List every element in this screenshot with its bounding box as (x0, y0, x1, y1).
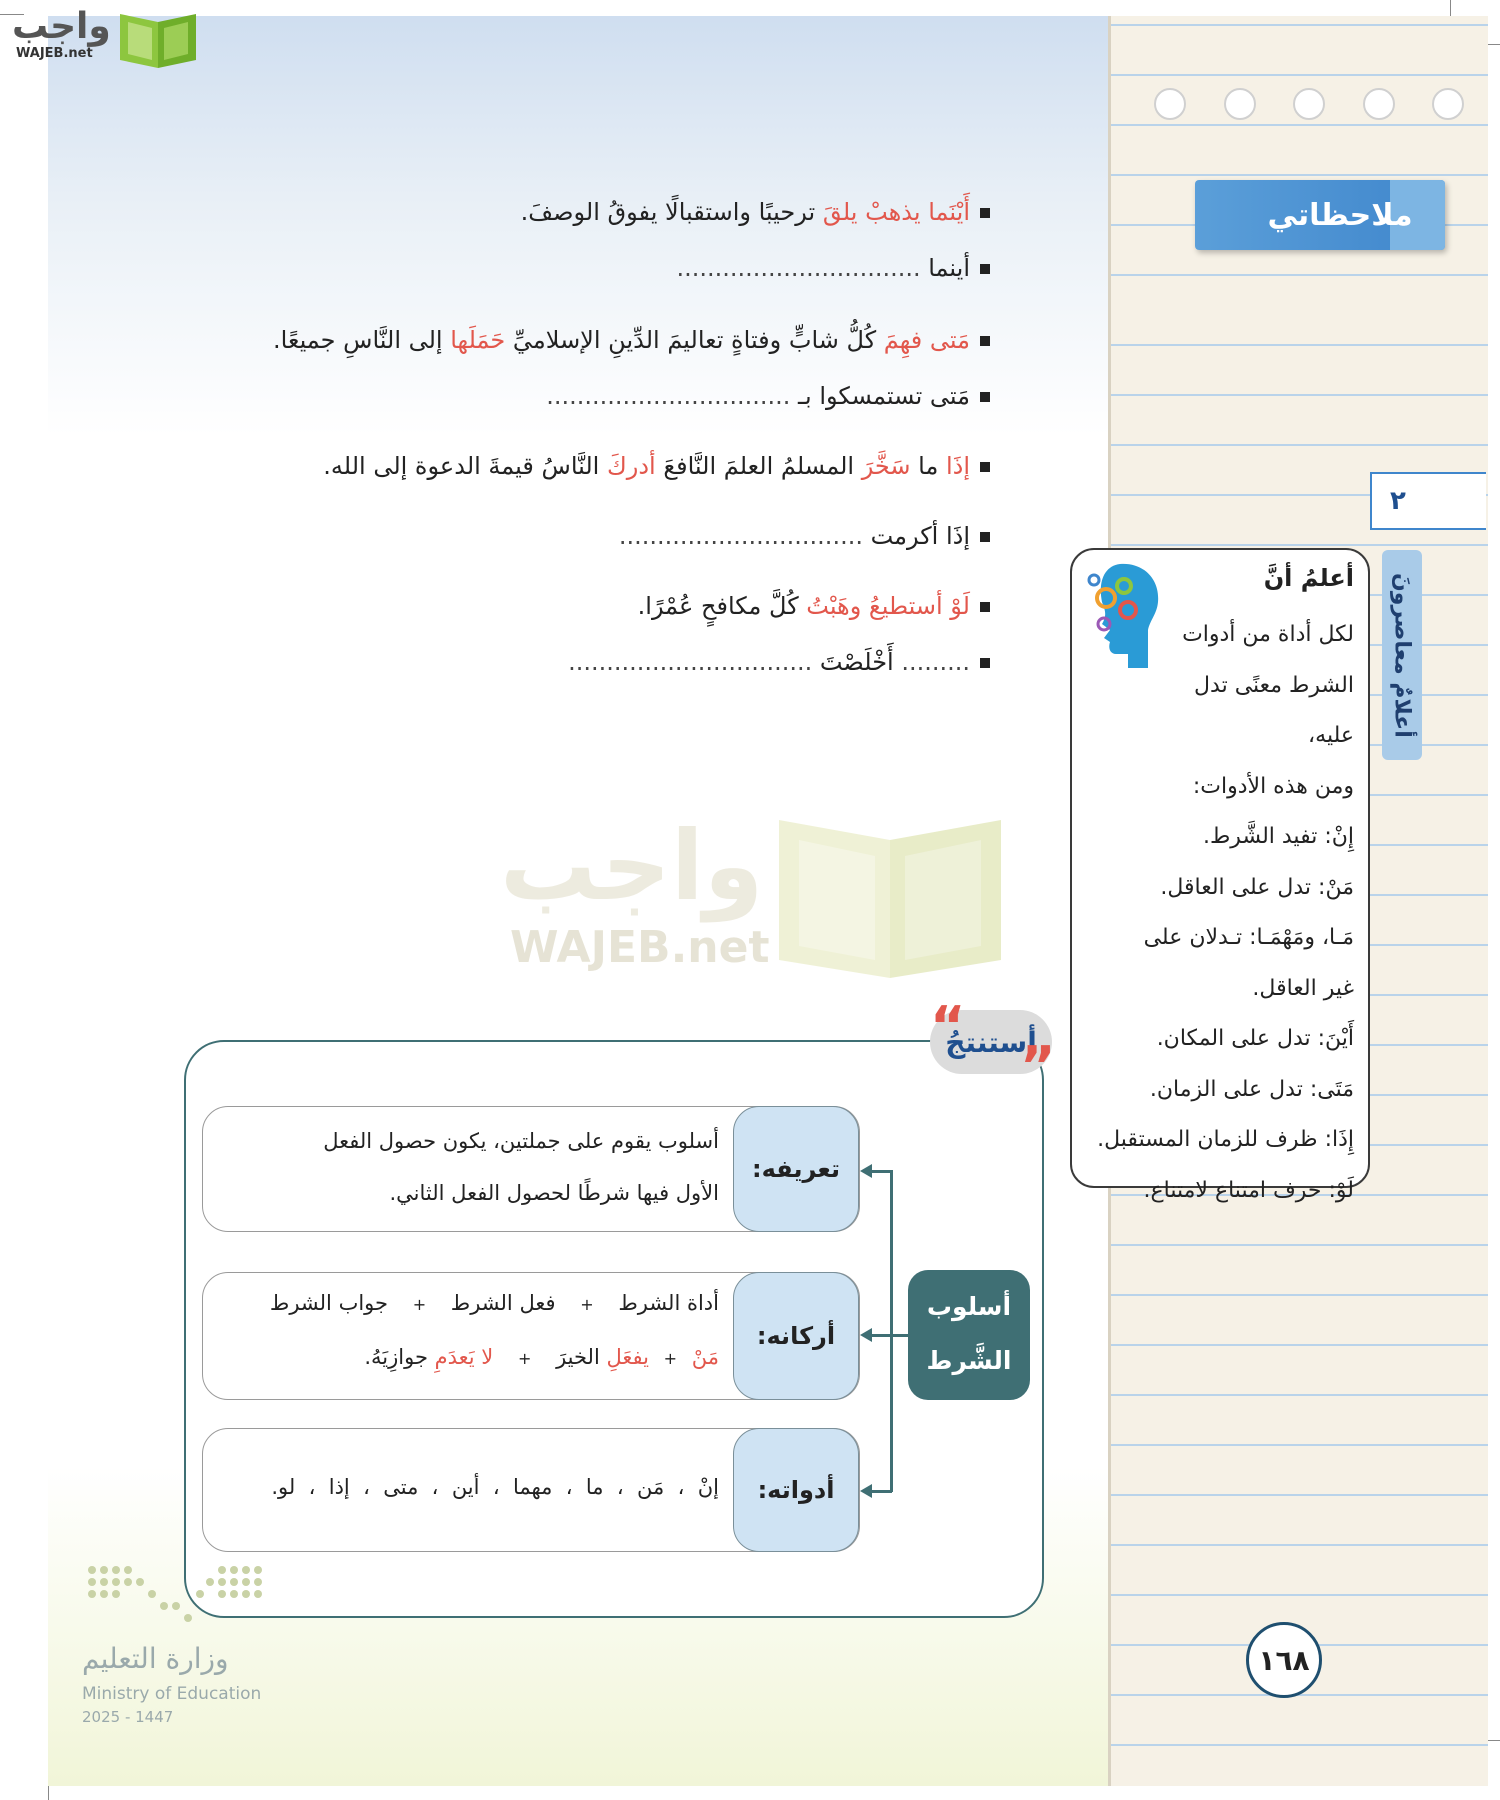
info-line: الشرط معنًى تدل عليه، (1194, 672, 1354, 748)
ministry-name-ar: وزارة التعليم (82, 1642, 229, 1675)
exercise-text: أَخْلَصْتَ (812, 648, 894, 676)
binder-hole (1154, 88, 1186, 120)
watermark-site: WAJEB.net (510, 922, 770, 973)
exercise-text: مَتى تستمسكوا بـ (790, 382, 970, 410)
info-line: لَوْ: حرف امتناع لامتناع. (1143, 1177, 1354, 1203)
unit-number: ٢ (1390, 486, 1406, 516)
brain-gears-icon (1080, 558, 1164, 678)
pillar-tool: أداة الشرط (618, 1291, 719, 1315)
exercise-text: أينما (920, 254, 970, 282)
exercise-text: ما (910, 452, 946, 480)
pillars-line (270, 1291, 719, 1315)
info-line: إِذَا: ظرف للزمان المستقبل. (1097, 1127, 1354, 1152)
condition-style-line2: الشَّرط (926, 1346, 1012, 1375)
page-number: ١٦٨ (1246, 1622, 1322, 1698)
highlighted-text: أدركَ (606, 452, 656, 480)
bullet-icon (980, 532, 990, 542)
connector-line (890, 1334, 908, 1337)
binder-hole (1432, 88, 1464, 120)
unit-tab (1370, 472, 1486, 530)
pillars-example (364, 1345, 719, 1369)
info-line: مَـا، ومَهْمَـا: تـدلان على (1143, 925, 1354, 950)
info-line: إِنْ: تفيد الشَّرط. (1202, 824, 1354, 849)
highlighted-text: إذَا (945, 452, 970, 480)
bullet-icon (980, 336, 990, 346)
exercise-text: كُلَّ مكافحٍ عُمْرًا. (637, 592, 807, 620)
condition-style-box (908, 1270, 1030, 1400)
highlighted-text: مَتى فهِمَ (883, 326, 970, 354)
binder-hole (1363, 88, 1395, 120)
exercise-text: كُلُّ شابٍّ وفتاةٍ تعاليمَ الدِّينِ الإسلاميِّ (505, 326, 884, 354)
ministry-logo (80, 1560, 280, 1730)
exercise-line (619, 522, 990, 550)
highlighted-text: حَمَلَها (450, 326, 506, 354)
quote-close-icon: ” (1020, 1035, 1056, 1098)
conclude-label: أستنتجُ (945, 1025, 1037, 1059)
exercise-line (273, 326, 990, 354)
info-lines (1082, 610, 1354, 1216)
connector-line (890, 1170, 893, 1492)
arrow-icon (858, 1163, 872, 1179)
info-line: غير العاقل. (1252, 975, 1354, 1001)
answer-blank[interactable]: ................................ (618, 522, 863, 550)
exercise-text: النَّاسُ قيمةَ الدعوة إلى الله. (323, 452, 607, 480)
ministry-dots-icon (82, 1560, 272, 1630)
info-line: أَيْنَ: تدل على المكان. (1156, 1026, 1354, 1051)
condition-style-line1: أسلوب (926, 1292, 1012, 1321)
bullet-icon (980, 392, 990, 402)
plus-sign: + (580, 1295, 594, 1314)
exercise-line (323, 452, 990, 480)
tools-list: إنْ ، مَن ، ما ، مهما ، أين ، متى ، إذا ، لو. (271, 1475, 719, 1499)
bullet-icon (980, 658, 990, 668)
info-line: ومن هذه الأدوات: (1192, 773, 1354, 799)
binder-hole (1224, 88, 1256, 120)
exercise-line (568, 648, 990, 676)
exercise-text: إذَا أكرمت (862, 522, 970, 550)
bullet-icon (980, 264, 990, 274)
tools-label: أدواته: (733, 1428, 859, 1552)
info-line: لكل أداة من أدوات (1182, 622, 1354, 647)
info-line: مَنْ: تدل على العاقل. (1160, 874, 1354, 900)
definition-label: تعريفه: (733, 1106, 859, 1232)
exercise-line (521, 198, 990, 226)
book-icon (118, 10, 198, 70)
notes-header-label: ملاحظاتي (1267, 197, 1413, 233)
brand-logo[interactable] (8, 6, 188, 68)
brand-name: واجب (12, 6, 111, 47)
highlighted-text: أَيْنَما يذهبْ يلقَ (822, 198, 970, 226)
definition-line2: الأول فيها شرطًا لحصول الفعل الثاني. (389, 1181, 719, 1205)
bullet-icon (980, 208, 990, 218)
exercise-line (638, 592, 990, 620)
example-answer: لا يَعدَمِ (434, 1345, 494, 1369)
pillar-answer: جواب الشرط (269, 1291, 389, 1315)
example-verb: يفعَلِ (606, 1345, 649, 1369)
example-tool: مَنْ (691, 1345, 719, 1369)
highlighted-text: سَخَّرَ (861, 452, 911, 480)
watermark (500, 810, 1020, 990)
exercise-text: المسلمُ العلمَ النَّافعَ (655, 452, 862, 480)
pillars-row (202, 1272, 860, 1400)
arrow-icon (858, 1327, 872, 1343)
watermark-book-icon (775, 810, 1005, 980)
pillars-label: أركانه: (733, 1272, 859, 1400)
info-line: مَتَى: تدل على الزمان. (1149, 1076, 1354, 1102)
exercise-text: ترحيبًا واستقبالًا يفوقُ الوصفَ. (520, 198, 823, 226)
info-title: أعلمُ أنَّ (1263, 564, 1354, 592)
plus-sign: + (412, 1295, 427, 1314)
example-object: الخيرَ (556, 1345, 600, 1369)
info-box (1070, 548, 1370, 1203)
bullet-icon (980, 602, 990, 612)
answer-blank[interactable]: ................................ (676, 254, 921, 282)
answer-blank[interactable]: ......... (893, 648, 970, 676)
exercise-line (676, 254, 990, 282)
exercise-line (546, 382, 990, 410)
plus-sign: + (663, 1349, 678, 1368)
quote-open-icon: “ (930, 995, 966, 1058)
ministry-name-en: Ministry of Education (82, 1684, 262, 1704)
pillar-condition-verb: فعل الشرط (450, 1291, 556, 1315)
arrow-icon (858, 1483, 872, 1499)
unit-title: أعلامٌ معاصرونَ (1382, 550, 1422, 760)
exercise-text: إلى النَّاسِ جميعًا. (273, 326, 451, 354)
highlighted-text: لَوْ أستطيعُ وهَبْتُ (806, 592, 970, 620)
definition-line1: أسلوب يقوم على جملتين، يكون حصول الفعل (323, 1129, 719, 1153)
binder-hole (1293, 88, 1325, 120)
plus-sign: + (517, 1349, 532, 1368)
answer-blank[interactable]: ................................ (568, 648, 813, 676)
tools-row (202, 1428, 860, 1552)
notes-header (1195, 180, 1445, 250)
answer-blank[interactable]: ................................ (546, 382, 791, 410)
watermark-name: واجب (500, 810, 764, 922)
ministry-year: 2025 - 1447 (82, 1708, 174, 1726)
brand-site: WAJEB.net (16, 46, 93, 61)
example-answer-object: جوازِيَهُ. (364, 1345, 428, 1369)
bullet-icon (980, 462, 990, 472)
definition-row (202, 1106, 860, 1232)
